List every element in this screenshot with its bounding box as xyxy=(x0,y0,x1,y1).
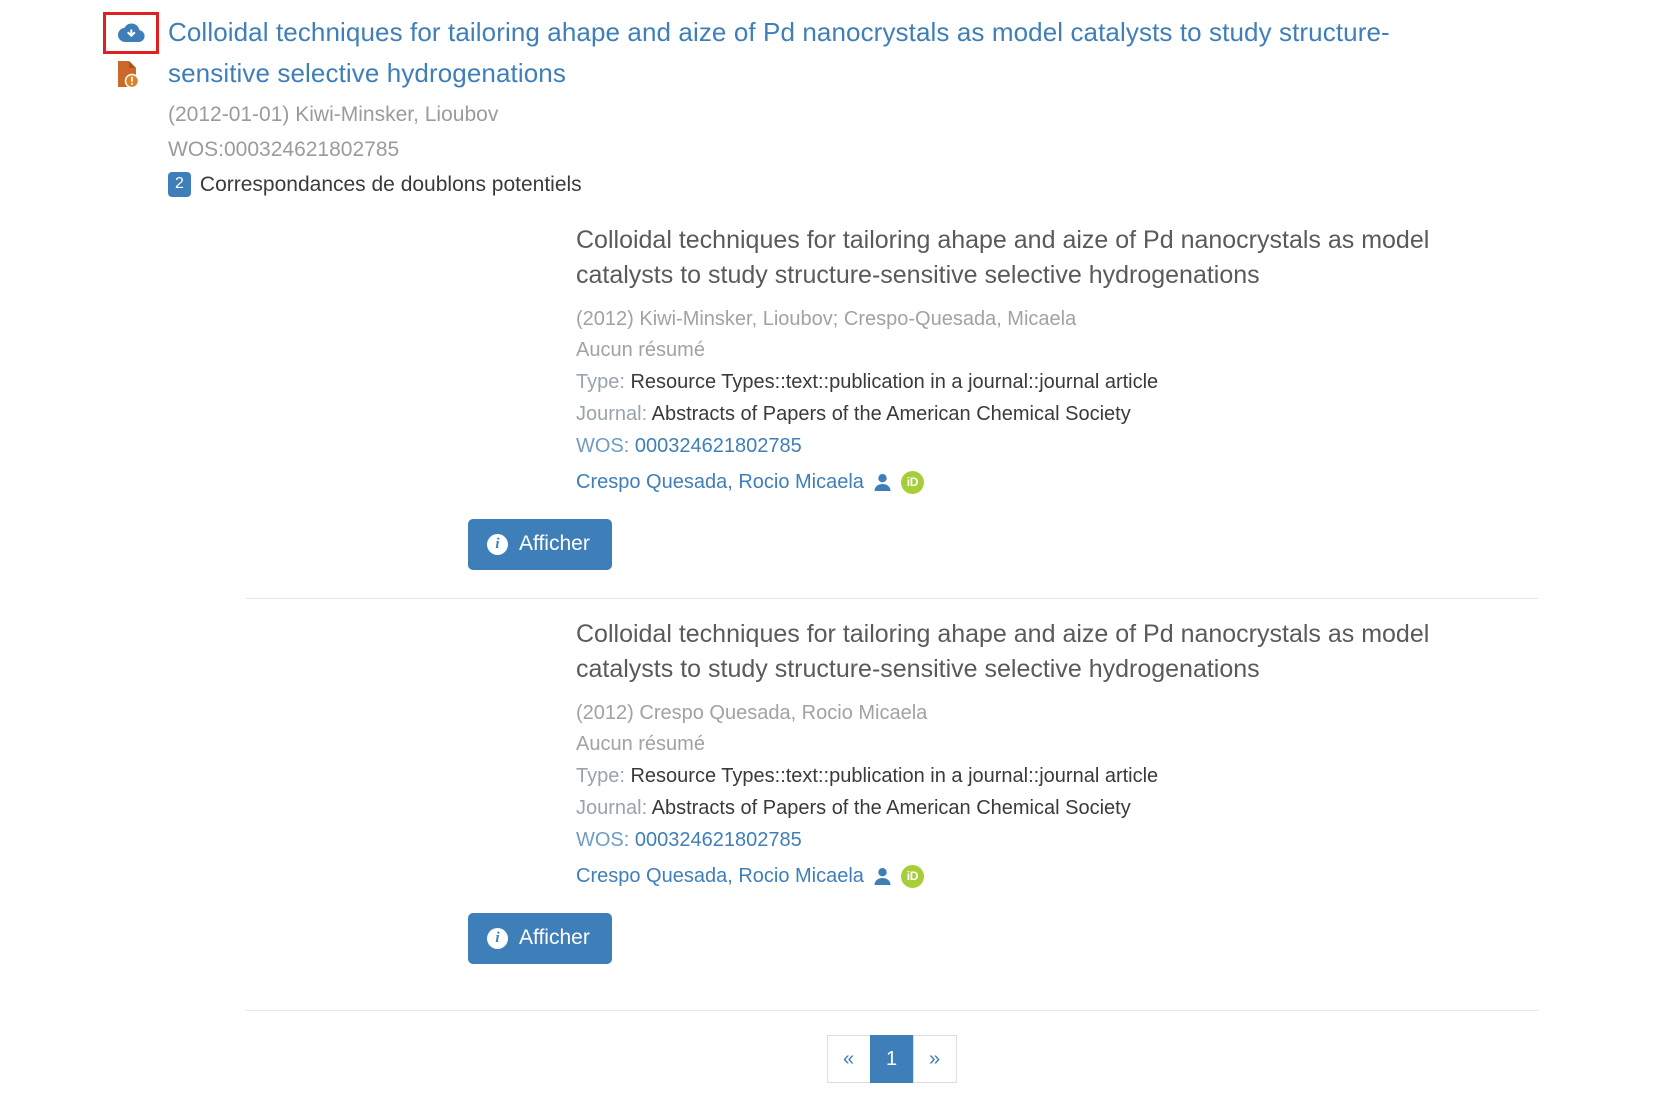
duplicate-journal-row xyxy=(576,792,1481,824)
document-alert-icon[interactable] xyxy=(115,60,159,88)
duplicate-title: Colloidal techniques for tailoring ahape and aize of Pd nanocrystals as model catalysts to study structure-sensitive selective hydrogenations xyxy=(576,226,1430,289)
orcid-icon[interactable]: iD xyxy=(901,471,924,494)
pagination-page-1[interactable]: 1 xyxy=(870,1035,914,1083)
wos-value: 000324621802785 xyxy=(634,829,802,851)
duplicate-person-row[interactable] xyxy=(576,466,1481,498)
type-value: Resource Types::text::publication in a journal::journal article xyxy=(630,765,1159,787)
journal-value: Abstracts of Papers of the American Chemical Society xyxy=(651,403,1131,425)
journal-label: Journal: xyxy=(576,403,648,425)
duplicate-abstract: Aucun résumé xyxy=(576,339,705,361)
info-icon: i xyxy=(487,928,508,949)
list-item xyxy=(246,205,1538,598)
pagination-next[interactable]: » xyxy=(913,1035,957,1083)
person-name[interactable]: Crespo Quesada, Rocio Micaela xyxy=(576,865,864,887)
duplicate-wos-row xyxy=(576,430,1481,462)
orcid-icon[interactable]: iD xyxy=(901,865,924,888)
wos-label: WOS: xyxy=(576,829,630,851)
record-title-link[interactable]: Colloidal techniques for tailoring ahape and aize of Pd nanocrystals as model catalysts to study structure-sensitive selective hydrogenations xyxy=(168,17,1390,88)
person-name[interactable]: Crespo Quesada, Rocio Micaela xyxy=(576,471,864,493)
duplicate-authors: (2012) Crespo Quesada, Rocio Micaela xyxy=(576,702,928,724)
duplicate-title: Colloidal techniques for tailoring ahape and aize of Pd nanocrystals as model catalysts to study structure-sensitive selective hydrogenations xyxy=(576,620,1430,683)
info-icon: i xyxy=(487,534,508,555)
type-label: Type: xyxy=(576,765,625,787)
list-item xyxy=(246,598,1538,992)
download-button-highlight[interactable] xyxy=(103,12,159,54)
record-header xyxy=(168,12,1538,197)
journal-label: Journal: xyxy=(576,797,648,819)
type-label: Type: xyxy=(576,371,625,393)
duplicate-person-row[interactable] xyxy=(576,860,1481,892)
journal-value: Abstracts of Papers of the American Chemical Society xyxy=(651,797,1131,819)
duplicate-authors: (2012) Kiwi-Minsker, Lioubov; Crespo-Quesada, Micaela xyxy=(576,308,1077,330)
duplicate-list xyxy=(246,205,1538,992)
wos-value: 000324621802785 xyxy=(634,435,802,457)
duplicate-abstract: Aucun résumé xyxy=(576,733,705,755)
record-icon-group xyxy=(103,12,159,88)
duplicate-type-row xyxy=(576,760,1481,792)
afficher-button[interactable] xyxy=(468,913,612,964)
record-identifier: WOS:000324621802785 xyxy=(168,138,400,161)
duplicate-journal-row xyxy=(576,398,1481,430)
duplicate-type-row xyxy=(576,366,1481,398)
afficher-button-label: Afficher xyxy=(519,532,590,555)
person-icon xyxy=(873,867,892,886)
person-icon xyxy=(873,473,892,492)
type-value: Resource Types::text::publication in a journal::journal article xyxy=(630,371,1159,393)
pagination xyxy=(246,1010,1538,1083)
duplicate-wos-row xyxy=(576,824,1481,856)
wos-label: WOS: xyxy=(576,435,630,457)
pagination-controls xyxy=(828,1035,957,1083)
duplicate-count-badge: 2 xyxy=(168,172,191,197)
afficher-button[interactable] xyxy=(468,519,612,570)
duplicate-summary-label: Correspondances de doublons potentiels xyxy=(199,172,582,196)
duplicate-summary xyxy=(168,172,1538,197)
record-date-author: (2012-01-01) Kiwi-Minsker, Lioubov xyxy=(168,103,499,126)
cloud-download-icon[interactable] xyxy=(116,22,146,44)
pagination-prev[interactable]: « xyxy=(827,1035,871,1083)
afficher-button-label: Afficher xyxy=(519,926,590,949)
